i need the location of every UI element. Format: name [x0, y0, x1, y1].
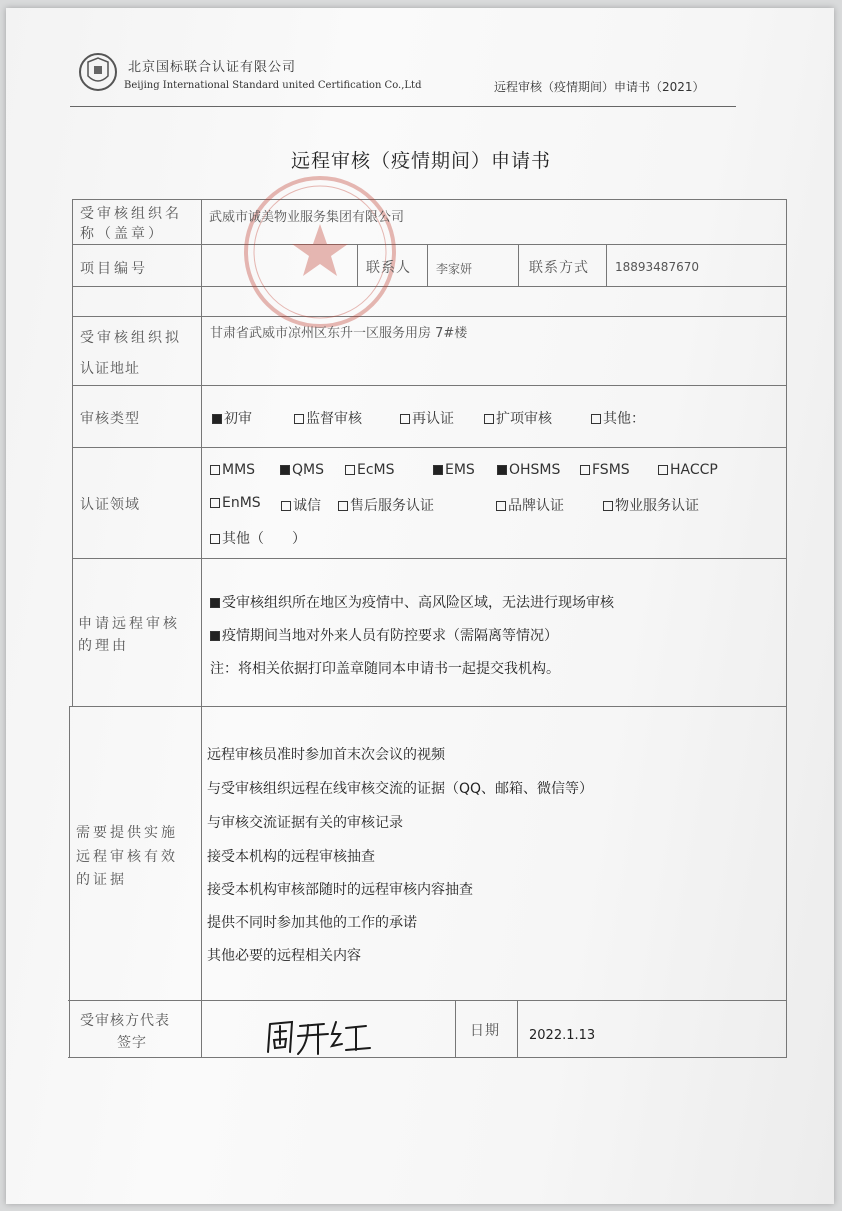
cell-divider: [606, 244, 607, 286]
cell-divider: [427, 244, 428, 286]
reason-label-line1: 申请远程审核: [78, 616, 180, 632]
evidence-item: 接受本机构审核部随时的远程审核内容抽查: [207, 882, 473, 898]
cert-option-enms[interactable]: EnMS: [210, 495, 261, 511]
checkbox-icon: [603, 501, 613, 511]
checkbox-checked-icon: [210, 631, 220, 641]
org-name-en: Beijing International Standard united Certification Co.,Ltd: [124, 80, 422, 91]
cert-option-brand[interactable]: 品牌认证: [496, 495, 564, 515]
cert-option-ems[interactable]: EMS: [433, 462, 475, 478]
label-column-divider: [201, 199, 202, 1058]
cert-option-ohsms[interactable]: OHSMS: [497, 462, 560, 478]
table-rule: [68, 1000, 786, 1001]
checkbox-icon: [281, 501, 291, 511]
checkbox-icon: [210, 534, 220, 544]
checkbox-checked-icon: [280, 465, 290, 475]
org-name-label-line2: 称（盖章）: [80, 226, 165, 242]
cell-divider: [455, 1000, 456, 1057]
cell-divider: [518, 244, 519, 286]
checkbox-checked-icon: [210, 598, 220, 608]
evidence-item: 其他必要的远程相关内容: [207, 948, 361, 964]
reason-item-high-risk[interactable]: 受审核组织所在地区为疫情中、高风险区域，无法进行现场审核: [210, 592, 614, 612]
table-border-left: [72, 199, 73, 707]
signature-label-line2: 签字: [117, 1035, 147, 1051]
cert-option-mms[interactable]: MMS: [210, 462, 255, 478]
table-rule: [72, 316, 786, 317]
org-name-value: 武威市诚美物业服务集团有限公司: [209, 210, 405, 225]
cell-divider: [357, 244, 358, 286]
table-rule: [72, 447, 786, 448]
table-rule: [72, 199, 786, 200]
cert-option-ecms[interactable]: EcMS: [345, 462, 395, 478]
evidence-item: 与受审核组织远程在线审核交流的证据（QQ、邮箱、微信等）: [207, 781, 594, 797]
evidence-item: 远程审核员准时参加首末次会议的视频: [207, 747, 445, 763]
audit-type-recertification-option[interactable]: 再认证: [400, 408, 454, 428]
reason-note: 注：将相关依据打印盖章随同本申请书一起提交我机构。: [210, 661, 560, 677]
cert-option-integrity[interactable]: 诚信: [281, 495, 321, 515]
checkbox-checked-icon: [497, 465, 507, 475]
checkbox-checked-icon: [212, 414, 222, 424]
org-name-cn: 北京国标联合认证有限公司: [128, 60, 297, 75]
checkbox-icon: [210, 465, 220, 475]
checkbox-icon: [345, 465, 355, 475]
table-rule: [68, 1057, 786, 1058]
checkbox-icon: [496, 501, 506, 511]
table-rule: [72, 558, 786, 559]
evidence-label-line1: 需要提供实施: [76, 825, 178, 841]
contact-label: 联系人: [366, 260, 411, 276]
checkbox-icon: [591, 414, 601, 424]
date-label: 日期: [470, 1023, 500, 1039]
table-border-right: [786, 199, 787, 1058]
checkbox-icon: [210, 498, 220, 508]
signature-label-line1: 受审核方代表: [80, 1013, 170, 1029]
cert-option-after-sales[interactable]: 售后服务认证: [338, 495, 434, 515]
checkbox-icon: [658, 465, 668, 475]
cert-option-property-service[interactable]: 物业服务认证: [603, 495, 699, 515]
cert-option-other[interactable]: 其他（ ）: [210, 528, 306, 548]
date-value: 2022.1.13: [529, 1028, 596, 1043]
table-rule: [70, 706, 786, 707]
checkbox-icon: [294, 414, 304, 424]
project-no-label: 项目编号: [80, 261, 148, 277]
checkbox-icon: [400, 414, 410, 424]
address-label-line2: 认证地址: [80, 361, 140, 377]
phone-label: 联系方式: [529, 260, 589, 276]
address-value: 甘肃省武威市凉州区东升一区服务用房 7#楼: [210, 326, 468, 341]
evidence-label-line3: 的证据: [76, 872, 127, 888]
evidence-item: 提供不同时参加其他的工作的承诺: [207, 915, 417, 931]
audit-type-surveillance-option[interactable]: 监督审核: [294, 408, 362, 428]
checkbox-icon: [580, 465, 590, 475]
cert-option-qms[interactable]: QMS: [280, 462, 324, 478]
cert-field-label: 认证领域: [80, 497, 140, 513]
evidence-item: 接受本机构的远程审核抽查: [207, 849, 375, 865]
audit-type-extension-option[interactable]: 扩项审核: [484, 408, 552, 428]
cert-option-haccp[interactable]: HACCP: [658, 462, 718, 478]
evidence-label-line2: 远程审核有效: [76, 849, 178, 865]
table-border-left: [69, 706, 70, 1058]
audit-type-initial-option[interactable]: 初审: [212, 408, 252, 428]
checkbox-icon: [338, 501, 348, 511]
address-label-line1: 受审核组织拟: [80, 330, 182, 346]
table-rule: [72, 385, 786, 386]
checkbox-checked-icon: [433, 465, 443, 475]
phone-value: 18893487670: [615, 260, 699, 274]
cell-divider: [517, 1000, 518, 1057]
cert-option-fsms[interactable]: FSMS: [580, 462, 630, 478]
table-rule: [72, 244, 786, 245]
contact-value: 李家妍: [436, 262, 473, 276]
checkbox-icon: [484, 414, 494, 424]
reason-label-line2: 的理由: [78, 638, 129, 654]
audit-type-label: 审核类型: [80, 411, 140, 427]
org-name-label-line1: 受审核组织名: [80, 206, 182, 222]
document-code: 远程审核（疫情期间）申请书（2021）: [494, 80, 705, 94]
table-rule: [72, 286, 786, 287]
handwritten-signature: [262, 1014, 374, 1058]
reason-item-quarantine[interactable]: 疫情期间当地对外来人员有防控要求（需隔离等情况）: [210, 625, 558, 645]
document-title: 远程审核（疫情期间）申请书: [290, 150, 551, 172]
evidence-item: 与审核交流证据有关的审核记录: [207, 815, 403, 831]
audit-type-other-option[interactable]: 其他：: [591, 408, 645, 428]
